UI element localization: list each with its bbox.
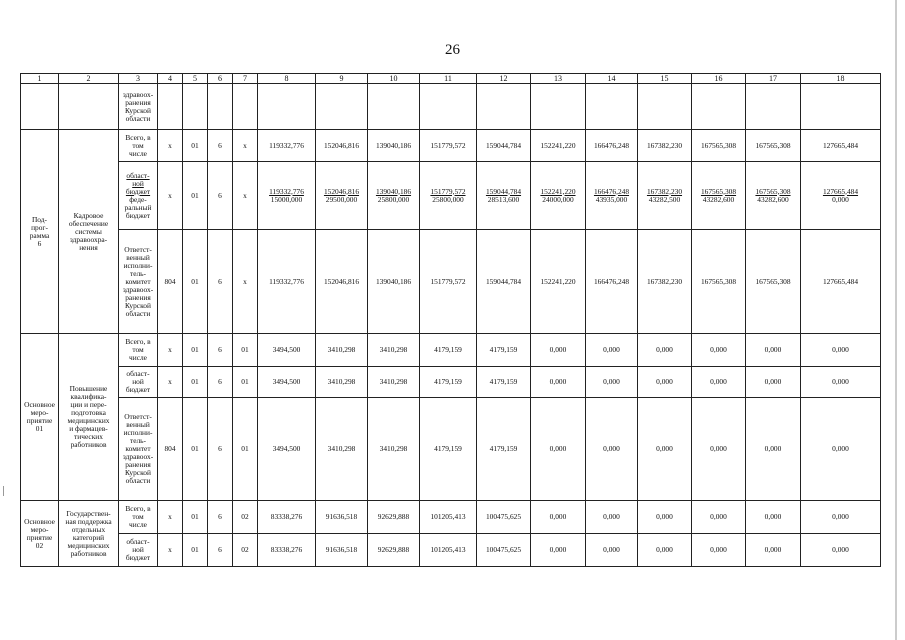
cell-amount: 83338,276: [258, 534, 316, 567]
cell-om: 02: [233, 534, 258, 567]
cell-source: Всего, в том числе: [119, 501, 158, 534]
cell-amount: [258, 162, 316, 230]
cell-amount: 0,000: [638, 367, 692, 398]
cell-amount: 3494,500: [258, 334, 316, 367]
column-header: 3: [119, 74, 158, 84]
cell: [531, 84, 586, 130]
amount-regional: 152241,220: [540, 186, 576, 196]
cell-amount: 159044,784: [477, 230, 531, 334]
cell-amount: [692, 162, 746, 230]
cell-amount: 127665,484: [801, 130, 881, 162]
cell-amount: 4179,159: [420, 398, 477, 501]
cell-om: х: [233, 162, 258, 230]
cell-amount: 91636,518: [316, 501, 368, 534]
column-header: 17: [746, 74, 801, 84]
cell-amount: 0,000: [638, 501, 692, 534]
cell-amount: 0,000: [801, 398, 881, 501]
cell-amount: 167565,308: [746, 230, 801, 334]
table-header-row: [21, 74, 881, 84]
cell-amount: [801, 162, 881, 230]
cell-amount: 0,000: [746, 367, 801, 398]
cell-amount: 0,000: [531, 534, 586, 567]
cell-amount: 101205,413: [420, 534, 477, 567]
column-header: 4: [158, 74, 183, 84]
cell-amount: 119332,776: [258, 230, 316, 334]
cell-amount: [586, 162, 638, 230]
cell-status: Основное меро- приятие 02: [21, 501, 59, 567]
cell-grbs: х: [158, 130, 183, 162]
cell-source: област- ной бюджет: [119, 367, 158, 398]
cell-grbs: х: [158, 334, 183, 367]
amount-federal: 29500,000: [325, 194, 358, 204]
cell-pgp: 6: [208, 501, 233, 534]
amount-federal: 25800,000: [432, 194, 464, 204]
column-header: 8: [258, 74, 316, 84]
column-header: 15: [638, 74, 692, 84]
table-row: [21, 534, 881, 567]
cell-amount: 119332,776: [258, 130, 316, 162]
cell-amount: 3410,298: [316, 367, 368, 398]
cell: [801, 84, 881, 130]
cell-grbs: х: [158, 534, 183, 567]
cell-amount: 0,000: [638, 398, 692, 501]
cell-pgp: 6: [208, 334, 233, 367]
cell-amount: 0,000: [531, 501, 586, 534]
cell-grbs: 804: [158, 398, 183, 501]
cell: [746, 84, 801, 130]
cell-amount: 167565,308: [746, 130, 801, 162]
column-header: 18: [801, 74, 881, 84]
cell-status: Основное меро- приятие 01: [21, 334, 59, 501]
cell-amount: 0,000: [746, 501, 801, 534]
cell-om: 01: [233, 398, 258, 501]
cell-gp: 01: [183, 230, 208, 334]
amount-regional: 167565,308: [700, 186, 737, 196]
cell-amount: [531, 162, 586, 230]
amount-federal: 24000,000: [542, 194, 574, 204]
amount-regional: 166476,248: [593, 186, 630, 196]
cell-amount: 0,000: [586, 334, 638, 367]
cell-amount: 0,000: [801, 534, 881, 567]
cell-pgp: 6: [208, 162, 233, 230]
cell-amount: 4179,159: [420, 367, 477, 398]
cell-amount: 139040,186: [368, 230, 420, 334]
cell-amount: 3410,298: [368, 334, 420, 367]
cell-pgp: 6: [208, 367, 233, 398]
column-header: 14: [586, 74, 638, 84]
cell-gp: 01: [183, 334, 208, 367]
cell-amount: 3494,500: [258, 398, 316, 501]
cell-amount: 0,000: [586, 501, 638, 534]
cell-amount: 0,000: [531, 367, 586, 398]
amount-federal: 43935,000: [595, 194, 628, 204]
cell-amount: 91636,518: [316, 534, 368, 567]
cell-amount: 152046,816: [316, 230, 368, 334]
cell-om: х: [233, 230, 258, 334]
cell-amount: 152241,220: [531, 130, 586, 162]
cell-amount: 167565,308: [692, 130, 746, 162]
cell-amount: [477, 162, 531, 230]
column-header: 11: [420, 74, 477, 84]
column-header: 2: [59, 74, 119, 84]
cell-amount: 3410,298: [368, 398, 420, 501]
cell-amount: 3410,298: [368, 367, 420, 398]
cell-source: област- ной бюджет: [119, 534, 158, 567]
cell-gp: 01: [183, 501, 208, 534]
amount-federal: 43282,600: [702, 194, 735, 204]
cell-amount: 151779,572: [420, 130, 477, 162]
cell-amount: 4179,159: [477, 367, 531, 398]
column-header: 16: [692, 74, 746, 84]
cell-gp: 01: [183, 398, 208, 501]
margin-mark: [3, 486, 4, 496]
cell: [208, 84, 233, 130]
amount-regional: 151779,572: [430, 186, 466, 196]
amount-federal: 25800,000: [377, 194, 410, 204]
cell-amount: 0,000: [531, 398, 586, 501]
cell-amount: 0,000: [531, 334, 586, 367]
cell-amount: 0,000: [692, 501, 746, 534]
amount-federal: 43282,600: [757, 194, 789, 204]
cell: [316, 84, 368, 130]
page-number: 26: [445, 42, 460, 58]
column-header: 10: [368, 74, 420, 84]
table-row: [21, 334, 881, 367]
cell-source: Всего, в том числе: [119, 334, 158, 367]
table-row: [21, 130, 881, 162]
cell-grbs: х: [158, 162, 183, 230]
cell-amount: 0,000: [692, 398, 746, 501]
cell-amount: [746, 162, 801, 230]
cell: [158, 84, 183, 130]
cell-amount: 166476,248: [586, 230, 638, 334]
column-header: 1: [21, 74, 59, 84]
source-federal: феде- ральный бюджет: [124, 194, 152, 220]
amount-federal: 28513,600: [487, 194, 520, 204]
amount-federal: 43282,500: [648, 194, 681, 204]
cell-om: х: [233, 130, 258, 162]
cell-amount: 92629,888: [368, 501, 420, 534]
cell-source: Всего, в том числе: [119, 130, 158, 162]
cell-gp: 01: [183, 162, 208, 230]
cell-amount: [368, 162, 420, 230]
budget-table: [20, 73, 881, 567]
cell-amount: 167382,230: [638, 230, 692, 334]
cell-om: 01: [233, 367, 258, 398]
cell-responsible: здравоох- ранения Курской области: [119, 84, 158, 130]
cell-amount: 100475,625: [477, 501, 531, 534]
cell-grbs: 804: [158, 230, 183, 334]
cell-title: Государствен- ная поддержка отдельных категорий медицинских работников: [59, 501, 119, 567]
table-row: [21, 162, 881, 230]
cell-gp: 01: [183, 130, 208, 162]
cell: [258, 84, 316, 130]
cell-amount: [316, 162, 368, 230]
cell-gp: 01: [183, 534, 208, 567]
cell-amount: [420, 162, 477, 230]
cell-amount: 152046,816: [316, 130, 368, 162]
cell-pgp: 6: [208, 398, 233, 501]
amount-regional: 167565,308: [755, 186, 791, 196]
cell: [183, 84, 208, 130]
cell-amount: 0,000: [746, 334, 801, 367]
amount-regional: 139040,186: [375, 186, 412, 196]
table-row: [21, 84, 881, 130]
table-row: [21, 367, 881, 398]
table-row: [21, 230, 881, 334]
amount-federal: 0,000: [832, 194, 849, 204]
amount-regional: 127665,484: [822, 186, 859, 196]
cell-amount: 3494,500: [258, 367, 316, 398]
cell-amount: 100475,625: [477, 534, 531, 567]
column-header: 7: [233, 74, 258, 84]
cell-amount: 0,000: [746, 398, 801, 501]
cell-amount: 166476,248: [586, 130, 638, 162]
cell-amount: 0,000: [586, 534, 638, 567]
cell-amount: 3410,298: [316, 334, 368, 367]
cell-grbs: х: [158, 367, 183, 398]
cell-amount: 0,000: [746, 534, 801, 567]
cell: [59, 84, 119, 130]
cell: [21, 84, 59, 130]
cell: [638, 84, 692, 130]
column-header: 13: [531, 74, 586, 84]
cell-gp: 01: [183, 367, 208, 398]
cell: [692, 84, 746, 130]
cell-grbs: х: [158, 501, 183, 534]
cell-amount: 0,000: [586, 367, 638, 398]
cell-amount: 0,000: [638, 534, 692, 567]
amount-regional: 152046,816: [323, 186, 360, 196]
cell-amount: 0,000: [692, 534, 746, 567]
cell-pgp: 6: [208, 130, 233, 162]
cell: [477, 84, 531, 130]
cell-amount: 0,000: [638, 334, 692, 367]
cell-amount: 0,000: [586, 398, 638, 501]
cell-om: 01: [233, 334, 258, 367]
cell-pgp: 6: [208, 230, 233, 334]
cell-source: [119, 162, 158, 230]
scan-edge-line: [895, 0, 897, 640]
cell-amount: 101205,413: [420, 501, 477, 534]
cell-amount: 167565,308: [692, 230, 746, 334]
amount-regional: 119332,776: [269, 186, 304, 196]
cell-om: 02: [233, 501, 258, 534]
cell-amount: 0,000: [801, 501, 881, 534]
cell-amount: [638, 162, 692, 230]
cell-amount: 0,000: [692, 367, 746, 398]
cell: [368, 84, 420, 130]
cell-amount: 159044,784: [477, 130, 531, 162]
cell-amount: 4179,159: [477, 398, 531, 501]
cell-amount: 4179,159: [420, 334, 477, 367]
cell-source: Ответст- венный исполни- тель- комитет здравоох- ранения Курской области: [119, 230, 158, 334]
cell-amount: 0,000: [692, 334, 746, 367]
column-header: 5: [183, 74, 208, 84]
column-header: 12: [477, 74, 531, 84]
cell-status: Под- прог- рамма 6: [21, 130, 59, 334]
cell-amount: 83338,276: [258, 501, 316, 534]
cell-amount: 151779,572: [420, 230, 477, 334]
amount-regional: 167382,230: [646, 186, 683, 196]
cell-pgp: 6: [208, 534, 233, 567]
column-header: 6: [208, 74, 233, 84]
cell: [420, 84, 477, 130]
cell-amount: 4179,159: [477, 334, 531, 367]
cell-title: Повышение квалифика- ции и пере- подготовка медицинских и фармацев- тических работников: [59, 334, 119, 501]
cell: [233, 84, 258, 130]
column-header: 9: [316, 74, 368, 84]
source-regional: област- ной бюджет: [125, 170, 151, 196]
cell-amount: 152241,220: [531, 230, 586, 334]
table-row: [21, 501, 881, 534]
cell-amount: 167382,230: [638, 130, 692, 162]
cell-amount: 92629,888: [368, 534, 420, 567]
cell: [586, 84, 638, 130]
cell-source: Ответст- венный исполни- тель- комитет здравоох- ранения Курской области: [119, 398, 158, 501]
amount-regional: 159044,784: [485, 186, 522, 196]
cell-title: Кадровое обеспечение системы здравоохра- нения: [59, 130, 119, 334]
amount-federal: 15000,000: [270, 194, 303, 204]
table-row: [21, 398, 881, 501]
cell-amount: 0,000: [801, 367, 881, 398]
cell-amount: 139040,186: [368, 130, 420, 162]
cell-amount: 3410,298: [316, 398, 368, 501]
cell-amount: 0,000: [801, 334, 881, 367]
cell-amount: 127665,484: [801, 230, 881, 334]
